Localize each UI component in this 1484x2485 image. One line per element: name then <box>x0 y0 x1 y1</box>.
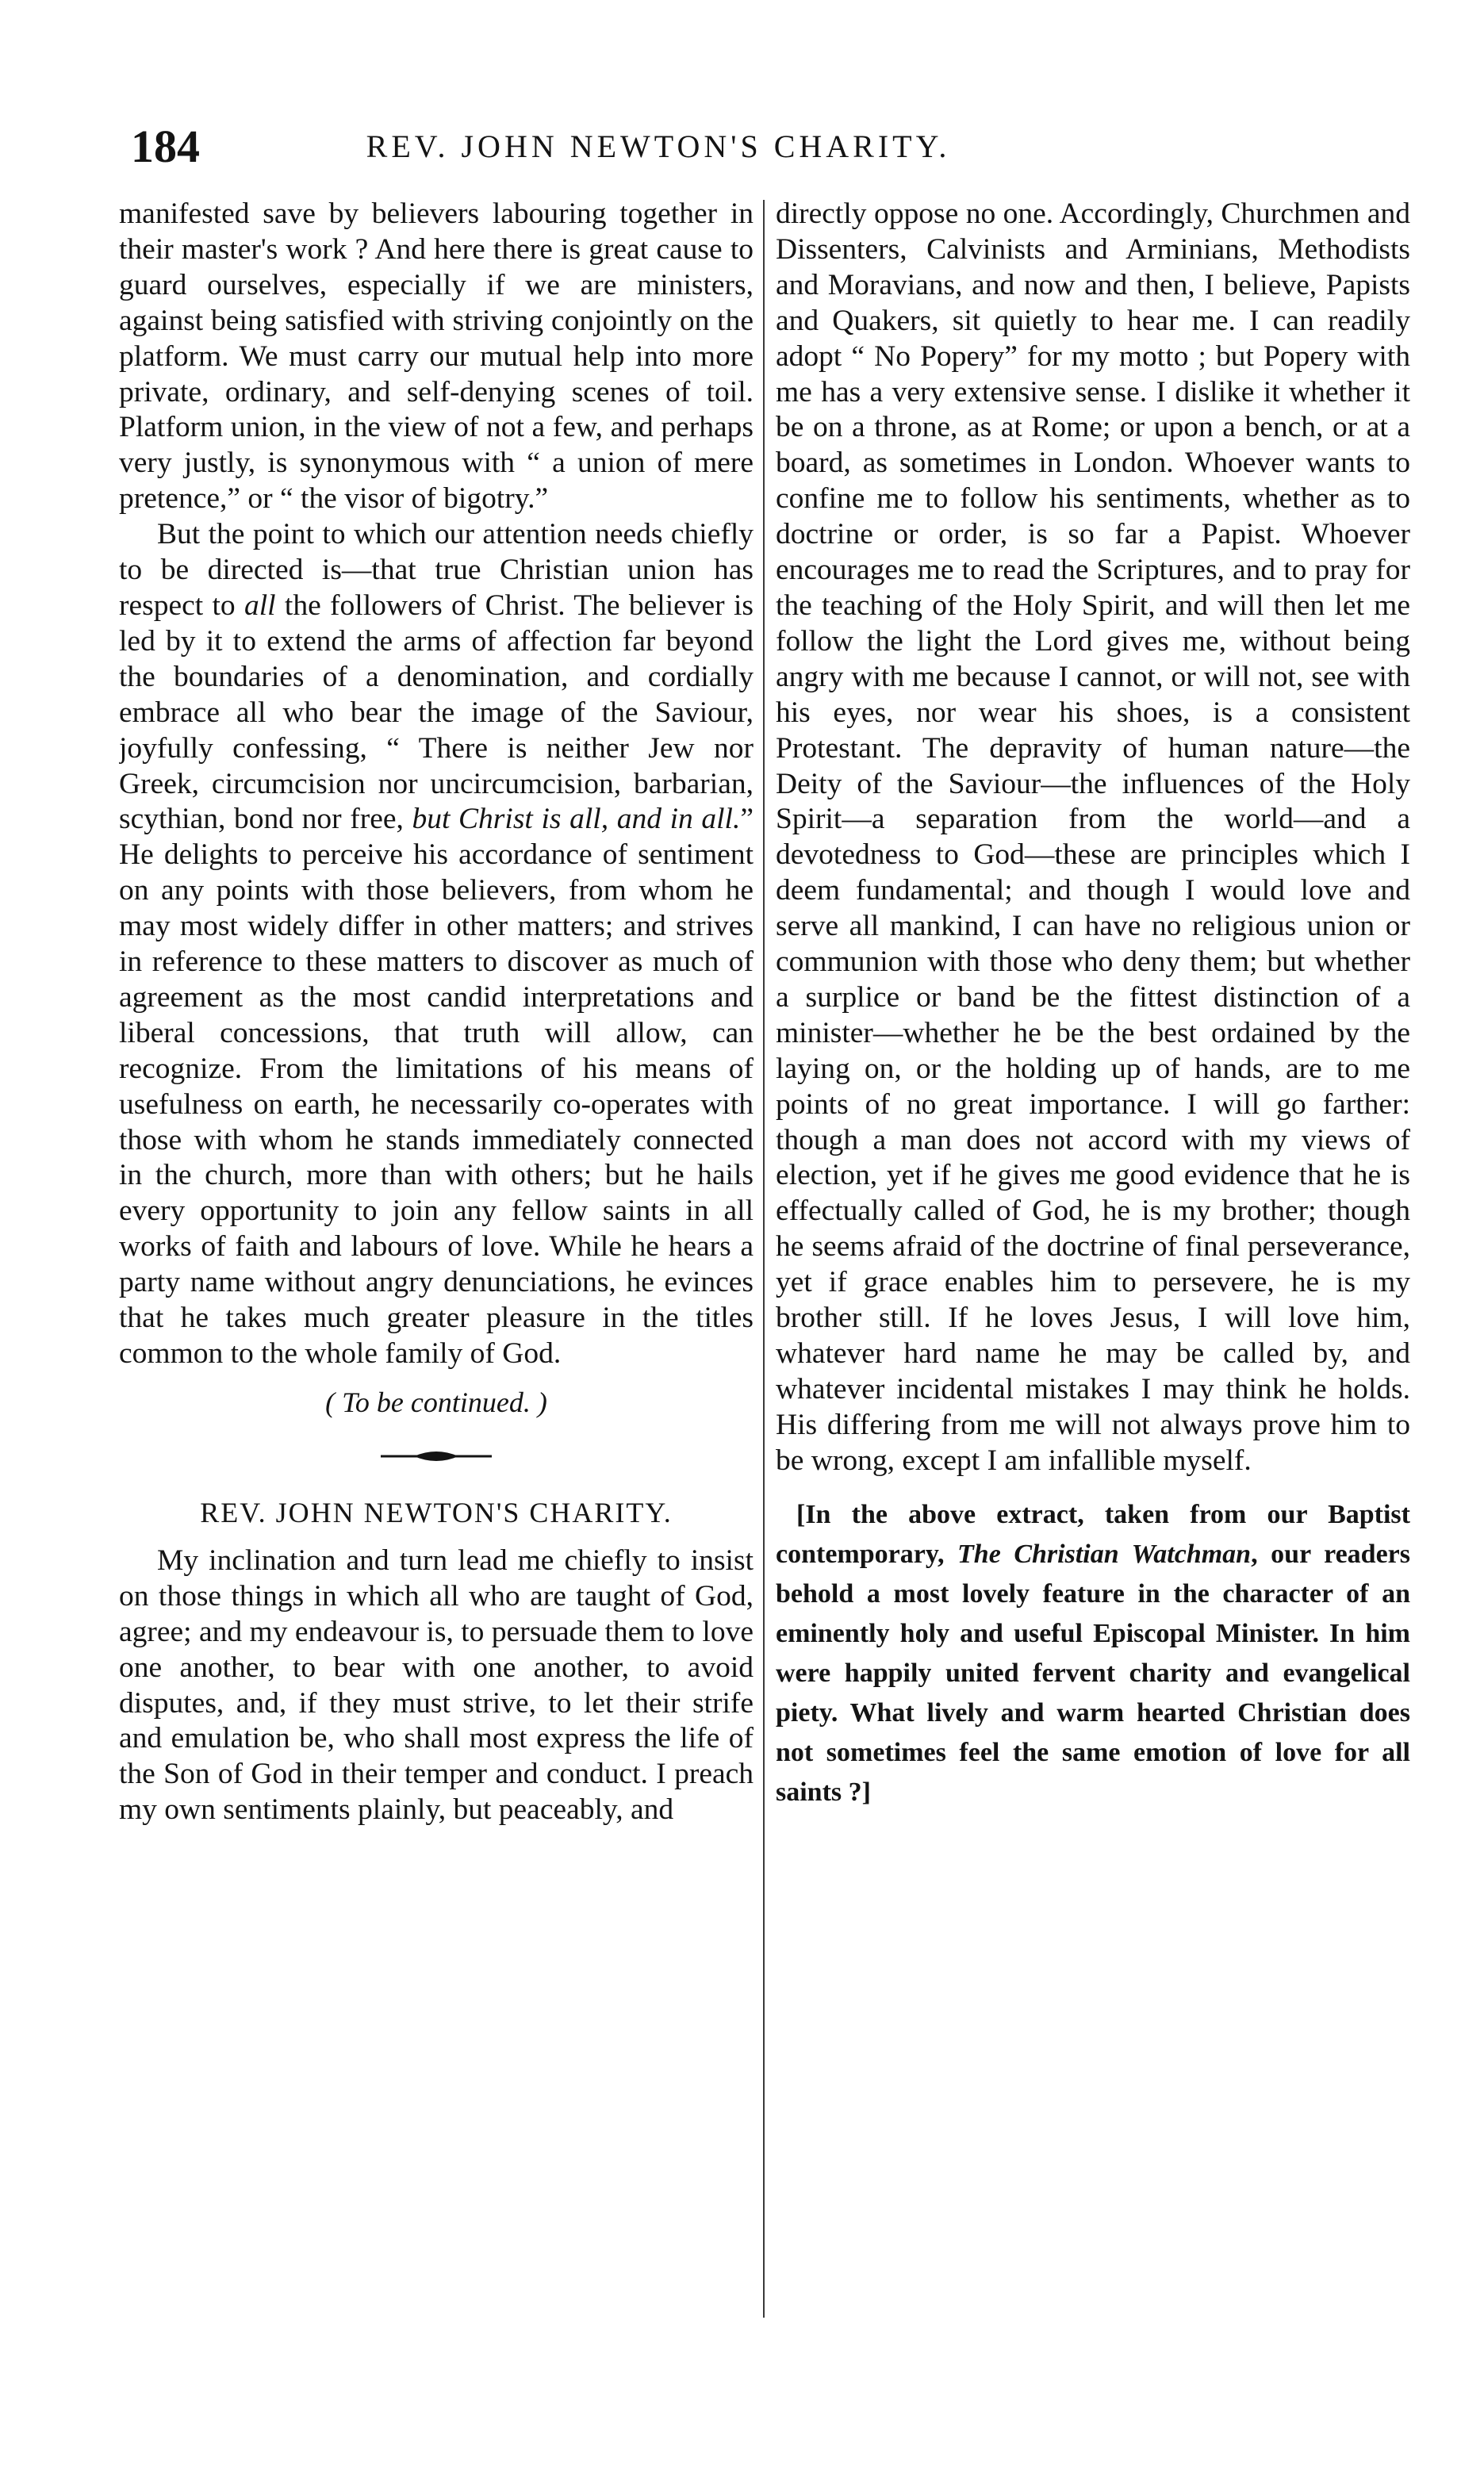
paragraph-text: ” He delights to perceive his accordance of sentiment on any points with those believers, from whom he may most widely differ in other matters; and strives in reference to these matters to discover as much of agreement as the most candid interpretations and liberal concessions, that truth will allow, can recognize. From the limitations of his means of usefulness on earth, he necessarily co-operates with those with whom he stands immediately connected in the church, more than with others; but he hails every opportunity to join any fellow saints in all works of faith and labours of love. While he hears a party name without angry denunciations, he evinces that he takes much greater pleasure in the titles common to the whole family of God. <box>119 803 754 1370</box>
paragraph <box>119 517 754 1372</box>
section-separator <box>119 1440 754 1472</box>
emphasis: but Christ is all, and in all. <box>412 803 741 836</box>
paragraph: directly oppose no one. Accordingly, Churchmen and Dissenters, Calvinists and Arminians, Methodists and Moravians, and now and then, I believe, Papists and Quakers, sit quietly to hear me. I can readily adopt “ No Popery” for my motto ; but Popery with me has a very extensive sense. I dislike it whether it be on a throne, as at Rome; or upon a bench, or at a board, as sometimes in London. Whoever wants to confine me to follow his sentiments, whether as to doctrine or order, is so far a Papist. Whoever encourages me to read the Scriptures, and to pray for the teaching of the Holy Spirit, and will then let me follow the light the Lord gives me, without being angry with me because I cannot, or will not, see with his eyes, nor wear his shoes, is a consistent Protestant. The depravity of human nature—the Deity of the Saviour—the influences of the Holy Spirit—a separation from the world—and a devotedness to God—these are principles which I deem fundamental; and though I would love and serve all mankind, I can have no religious union or communion with those who deny them; but whether a surplice or band be the fittest distinction of a minister—whether he be the best ordained by the laying on, or the holding up of hands, are to me points of no great importance. I will go farther: though a man does not accord with my views of election, yet if he gives me good evidence that he is effectually called of God, he is my brother; though he seems afraid of the doctrine of final perseverance, yet if grace enables him to persevere, he is my brother still. If he loves Jesus, I will love him, whatever hard name he may be called by, and whatever incidental mistakes I may think he holds. His differing from me will not always prove him to be wrong, except I am infallible myself. <box>776 197 1410 1477</box>
left-column <box>119 197 754 2457</box>
paragraph: manifested save by believers labouring together in their master's work ? And here there is great cause to guard ourselves, especially if we are ministers, against being satisfied with striving conjointly on the platform. We must carry our mutual help into more private, ordinary, and self-denying scenes of toil. Platform union, in the view of not a few, and perhaps very justly, is synonymous with “ a union of mere pretence,” or “ the visor of bigotry.” <box>119 197 754 516</box>
running-title: REV. JOHN NEWTON'S CHARITY. <box>366 128 951 164</box>
paragraph: My inclination and turn lead me chiefly to insist on those things in which all who are taught of God, agree; and my endeavour is, to persuade them to love one another, to bear with one another, to avoid disputes, and, if they must strive, to let their strife and emulation be, who shall most express the life of the Son of God in their temper and conduct. I preach my own sentiments plainly, but peaceably, and <box>119 1544 754 1827</box>
note-text: , our readers behold a most lovely feature in the character of an eminently holy and useful Episcopal Minister. In him were happily united fervent charity and evangelical piety. What lively and warm hearted Christian does not sometimes feel the same emotion of love for all saints ?] <box>776 1539 1410 1807</box>
paragraph-text: But the point to which our attention needs chiefly to be directed is—that true Christian union has respect to <box>119 518 754 622</box>
note-text: [In the above extract, taken from our Baptist contemporary, <box>776 1499 1410 1569</box>
editorial-note <box>776 1495 1410 1812</box>
emphasis: all <box>244 589 276 622</box>
ornament-rule-icon <box>119 1440 754 1472</box>
emphasis: The Christian Watchman <box>957 1539 1252 1569</box>
section-heading: REV. JOHN NEWTON'S CHARITY. <box>200 1496 673 1528</box>
paragraph-text: the followers of Christ. The believer is led by it to extend the arms of affection far beyond the boundaries of a denomination, and cordially embrace all who bear the image of the Saviour, joyfully confessing, “ There is neither Jew nor Greek, circumcision nor uncircumcision, barbarian, scythian, bond nor free, <box>119 589 754 836</box>
page-number: 184 <box>131 121 200 172</box>
column-divider <box>763 200 765 2318</box>
page-header <box>131 115 1186 178</box>
continued-notice: ( To be continued. ) <box>325 1386 547 1418</box>
right-column <box>776 197 1410 2457</box>
